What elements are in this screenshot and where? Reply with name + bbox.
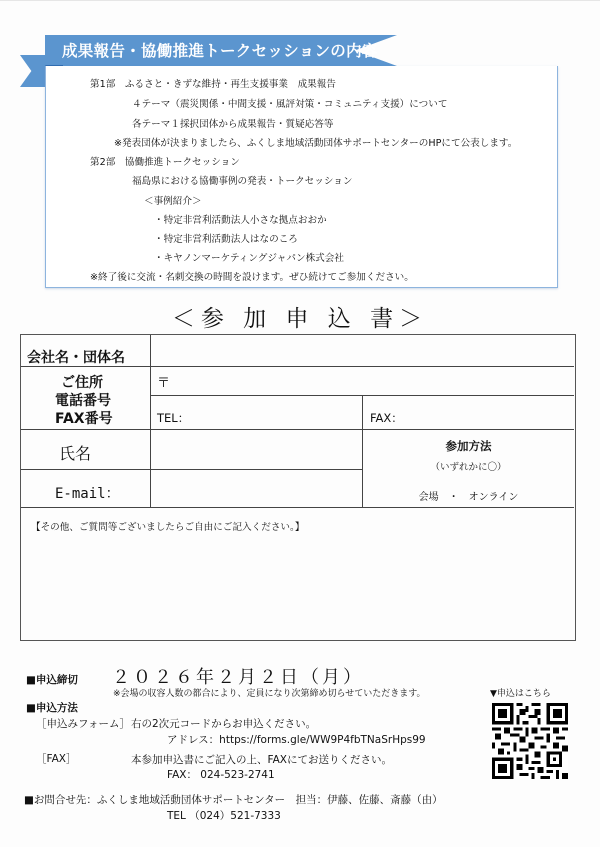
tel-label: TEL： bbox=[157, 411, 190, 425]
email-field[interactable] bbox=[151, 470, 362, 507]
fax-method-number: FAX： 024-523-2741 bbox=[167, 769, 275, 781]
closing-note: ※終了後に交流・名刺交換の時間を設けます。ぜひ続けてご参加ください。 bbox=[90, 272, 414, 283]
participation-hint: （いずれかに〇） bbox=[430, 462, 507, 473]
organization-field[interactable] bbox=[151, 335, 574, 366]
fax-method-text: 本参加申込書にご記入の上、FAXにてお送りください。 bbox=[131, 754, 392, 766]
case-item: ・キヤノンマーケティングジャパン株式会社 bbox=[154, 253, 344, 264]
fax-label: FAX： bbox=[370, 411, 403, 425]
form-address-link[interactable]: アドレス：https://forms.gle/WW9P4fbTNaSrHps99 bbox=[167, 734, 426, 746]
deadline-label: ■申込締切 bbox=[26, 674, 78, 686]
case-item: ・特定非営利活動法人はなのころ bbox=[154, 234, 298, 245]
part1-reports: 各テーマ１採択団体から成果報告・質疑応答等 bbox=[132, 119, 334, 130]
organization-label: 会社名・団体名 bbox=[27, 350, 125, 366]
part1-themes: ４テーマ（震災関係・中間支援・風評対策・コミュニティ支援）について bbox=[132, 99, 448, 110]
address-field[interactable] bbox=[176, 367, 574, 395]
tel-field[interactable] bbox=[193, 396, 361, 429]
name-label: 氏名 bbox=[59, 444, 92, 463]
participation-label: 参加方法 bbox=[445, 439, 492, 453]
postal-mark: 〒 bbox=[157, 376, 171, 391]
form-method-label: ［申込みフォーム］ bbox=[36, 718, 130, 730]
banner-title: 成果報告・協働推進トークセッションの内容 bbox=[62, 42, 378, 60]
method-label: ■申込方法 bbox=[26, 702, 78, 714]
part2-description: 福島県における協働事例の発表・トークセッション bbox=[132, 176, 353, 187]
name-field[interactable] bbox=[151, 430, 362, 469]
address-label: ご住所 bbox=[61, 375, 103, 391]
fax-method-label: ［FAX］ bbox=[36, 753, 77, 765]
deadline-date: ２０２６年２月２日（月） bbox=[112, 667, 364, 688]
email-label: E-mail： bbox=[55, 486, 120, 502]
participation-options[interactable]: 会場 ・ オンライン bbox=[418, 492, 519, 503]
comments-field[interactable] bbox=[22, 533, 573, 639]
contact-tel: TEL （024）521-7333 bbox=[167, 810, 281, 822]
case-item: ・特定非営利活動法人小さな拠点おおか bbox=[154, 215, 327, 226]
comments-prompt: 【その他、ご質問等ございましたらご自由にご記入ください。】 bbox=[31, 522, 305, 533]
application-form-table bbox=[20, 334, 576, 641]
fax-field[interactable] bbox=[406, 396, 574, 429]
deadline-note: ※会場の収容人数の都合により、定員になり次第締め切らせていただきます。 bbox=[113, 689, 426, 699]
part1-note: ※発表団体が決まりましたら、ふくしま地域活動団体サポートセンターのHPにて公表します。 bbox=[114, 138, 518, 149]
qr-code-icon[interactable] bbox=[492, 703, 568, 779]
form-title: ＜参 加 申 込 書＞ bbox=[171, 306, 429, 332]
part1-heading: 第1部 ふるさと・きずな維持・再生支援事業 成果報告 bbox=[90, 79, 336, 90]
fax-number-label: FAX番号 bbox=[55, 411, 113, 427]
phone-label: 電話番号 bbox=[55, 393, 111, 409]
form-method-text: 右の2次元コードからお申込ください。 bbox=[131, 718, 317, 730]
program-content-box bbox=[45, 66, 558, 288]
cases-heading: ＜事例紹介＞ bbox=[144, 196, 202, 207]
part2-heading: 第2部 協働推進トークセッション bbox=[90, 157, 240, 168]
contact-line: ■お問合せ先：ふくしま地域活動団体サポートセンター 担当：伊藤、佐藤、斎藤（由） bbox=[24, 794, 443, 806]
qr-pointer: ▼申込はこちら bbox=[490, 689, 551, 699]
